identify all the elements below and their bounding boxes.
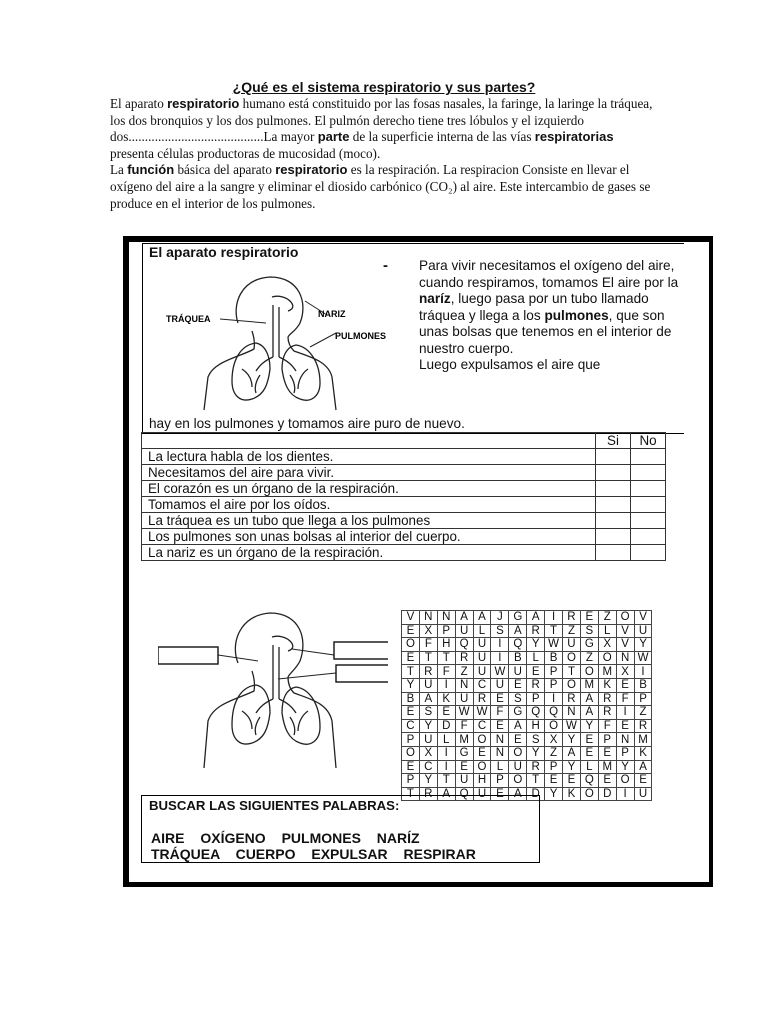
word-search-letter[interactable]: B	[634, 678, 652, 692]
word-search-letter[interactable]: K	[437, 692, 455, 706]
intro-p2-a: La	[110, 162, 128, 178]
word-search-letter[interactable]: I	[545, 692, 563, 706]
reading-text	[419, 258, 689, 374]
quiz-row	[142, 465, 666, 481]
quiz-row	[142, 449, 666, 465]
quiz-question: Tomamos el aire por los oídos.	[142, 497, 596, 513]
word-search-letter[interactable]: Y	[563, 760, 581, 774]
word-search-letter[interactable]: O	[563, 678, 581, 692]
word-search-letter[interactable]: Y	[616, 760, 634, 774]
word-search-letter[interactable]: H	[437, 638, 455, 652]
word-search-letter[interactable]: R	[419, 665, 437, 679]
word-search-letter[interactable]: E	[580, 733, 598, 747]
word-search-letter[interactable]: M	[455, 733, 473, 747]
left-lung	[232, 685, 270, 744]
word-search-letter[interactable]: T	[402, 665, 420, 679]
quiz-answer-no[interactable]	[631, 481, 666, 497]
quiz-header-si: Si	[596, 433, 631, 449]
word-search-letter[interactable]: X	[419, 624, 437, 638]
quiz-answer-si[interactable]	[596, 545, 631, 561]
word-search-letter[interactable]: X	[616, 665, 634, 679]
bronchi	[256, 699, 296, 713]
intro-p2-d: respiratorio	[275, 162, 348, 178]
word-search-letter[interactable]: E	[509, 733, 527, 747]
word-search-letter[interactable]: E	[580, 746, 598, 760]
words-row-2: TRÁQUEA CUERPO EXPULSAR RESPIRAR	[151, 846, 476, 862]
word-search-letter[interactable]: E	[402, 624, 420, 638]
word-search-letter[interactable]: O	[598, 651, 616, 665]
word-search-letter[interactable]: F	[616, 692, 634, 706]
word-search-letter[interactable]: A	[509, 787, 527, 801]
word-search-row	[402, 746, 652, 760]
quiz-question: Necesitamos del aire para vivir.	[142, 465, 596, 481]
words-row-1: AIRE OXÍGENO PULMONES NARÍZ	[151, 830, 420, 846]
blank-label-box-right-top[interactable]	[334, 642, 388, 659]
word-search-letter[interactable]: Y	[402, 678, 420, 692]
word-search-letter[interactable]: O	[563, 651, 581, 665]
word-search-letter[interactable]: U	[473, 787, 491, 801]
left-lung	[232, 343, 270, 400]
word-search-letter[interactable]: M	[580, 678, 598, 692]
quiz-question: La tráquea es un tubo que llega a los pulmones	[142, 513, 596, 529]
word-search-letter[interactable]: P	[491, 774, 509, 788]
intro-p1-e: de la superficie interna de las vías	[349, 129, 535, 145]
word-search-letter[interactable]: V	[634, 611, 652, 625]
word-search-letter[interactable]: Z	[598, 611, 616, 625]
word-search-letter[interactable]: A	[527, 611, 545, 625]
word-search-letter[interactable]: U	[473, 651, 491, 665]
word-search-letter[interactable]: N	[419, 611, 437, 625]
respiratory-diagram-blank	[158, 603, 388, 773]
word-search-letter[interactable]: U	[509, 665, 527, 679]
word-search-row	[402, 706, 652, 720]
word-search-letter[interactable]: T	[437, 774, 455, 788]
word-search-letter[interactable]: W	[563, 719, 581, 733]
intro-p2-b: función	[127, 162, 175, 178]
blank-label-box-right-bottom[interactable]	[336, 665, 388, 682]
word-search-letter[interactable]: O	[509, 746, 527, 760]
word-search-letter[interactable]: I	[437, 678, 455, 692]
word-search-letter[interactable]: C	[473, 678, 491, 692]
word-search-letter[interactable]: E	[616, 719, 634, 733]
word-search-letter[interactable]: T	[402, 787, 420, 801]
word-search-letter[interactable]: E	[580, 611, 598, 625]
word-search-letter[interactable]: B	[545, 651, 563, 665]
word-search-letter[interactable]: A	[473, 611, 491, 625]
word-search-letter[interactable]: X	[419, 746, 437, 760]
word-search-letter[interactable]: U	[473, 665, 491, 679]
word-search-letter[interactable]: M	[598, 665, 616, 679]
word-search-letter[interactable]: P	[634, 692, 652, 706]
word-search-letter[interactable]: O	[545, 719, 563, 733]
word-search-letter[interactable]: N	[616, 733, 634, 747]
word-search-letter[interactable]: L	[491, 760, 509, 774]
reading-text-c: , luego pasa por un tubo llamado tráquea y llega a los	[419, 291, 649, 323]
word-search-row	[402, 611, 652, 625]
word-search-letter[interactable]: E	[634, 774, 652, 788]
nasal-cavity	[272, 636, 293, 651]
word-search-letter[interactable]: Y	[634, 638, 652, 652]
word-search-letter[interactable]: Y	[419, 774, 437, 788]
word-search-letter[interactable]: C	[419, 760, 437, 774]
word-search-letter[interactable]: Y	[580, 719, 598, 733]
word-search-letter[interactable]: G	[455, 746, 473, 760]
word-search-letter[interactable]: I	[616, 706, 634, 720]
word-search-row	[402, 678, 652, 692]
word-search-letter[interactable]: I	[634, 665, 652, 679]
word-search-letter[interactable]: X	[545, 733, 563, 747]
word-search-letter[interactable]: P	[545, 678, 563, 692]
word-search-letter[interactable]: N	[563, 706, 581, 720]
word-search-letter[interactable]: O	[509, 774, 527, 788]
word-search-letter[interactable]: E	[491, 787, 509, 801]
label-nariz: NARIZ	[318, 309, 346, 319]
word-search-letter[interactable]: K	[634, 746, 652, 760]
word-search-letter[interactable]: A	[580, 706, 598, 720]
word-search-letter[interactable]: I	[437, 760, 455, 774]
word-search-letter[interactable]: B	[402, 692, 420, 706]
word-search-row	[402, 760, 652, 774]
intro-p1-g: presenta células productoras de mucosidad (moco).	[110, 145, 381, 161]
word-search-letter[interactable]: A	[455, 611, 473, 625]
nasal-cavity	[272, 296, 293, 311]
word-search-letter[interactable]: G	[509, 706, 527, 720]
word-search-letter[interactable]: Q	[509, 638, 527, 652]
respiratory-diagram	[160, 265, 390, 415]
word-search-row	[402, 719, 652, 733]
reading-text-b: naríz	[419, 291, 451, 306]
word-search-letter[interactable]: I	[437, 746, 455, 760]
word-search-letter[interactable]: V	[402, 611, 420, 625]
reading-last-line: hay en los pulmones y tomamos aire puro de nuevo.	[149, 416, 465, 431]
word-search-letter[interactable]: E	[545, 774, 563, 788]
word-search-letter[interactable]: W	[473, 706, 491, 720]
quiz-question: La lectura habla de los dientes.	[142, 449, 596, 465]
quiz-question: El corazón es un órgano de la respiración.	[142, 481, 596, 497]
word-search-letter[interactable]: L	[473, 624, 491, 638]
word-search-letter[interactable]: S	[527, 733, 545, 747]
word-search-letter[interactable]: S	[491, 624, 509, 638]
word-search-letter[interactable]: D	[527, 787, 545, 801]
intro-p1-d: parte	[317, 129, 350, 145]
word-search-letter[interactable]: S	[580, 624, 598, 638]
word-search-letter[interactable]: U	[634, 624, 652, 638]
word-search-letter[interactable]: Y	[527, 746, 545, 760]
lung-branches	[242, 369, 308, 393]
word-search-letter[interactable]: U	[473, 638, 491, 652]
word-search-letter[interactable]: E	[455, 760, 473, 774]
quiz-answer-si[interactable]	[596, 497, 631, 513]
word-search-letter[interactable]: R	[563, 611, 581, 625]
word-search-letter[interactable]: R	[473, 692, 491, 706]
quiz-answer-si[interactable]	[596, 465, 631, 481]
word-search-letter[interactable]: R	[527, 624, 545, 638]
word-search-letter[interactable]: U	[563, 638, 581, 652]
word-search-letter[interactable]: E	[527, 665, 545, 679]
word-search-letter[interactable]: O	[616, 774, 634, 788]
word-search-letter[interactable]: S	[419, 706, 437, 720]
word-search-letter[interactable]: P	[402, 774, 420, 788]
word-search-letter[interactable]: P	[545, 665, 563, 679]
word-search-letter[interactable]: Z	[563, 624, 581, 638]
word-search-letter[interactable]: Q	[527, 706, 545, 720]
word-search-letter[interactable]: O	[473, 760, 491, 774]
word-search-letter[interactable]: L	[580, 760, 598, 774]
word-search-letter[interactable]: N	[616, 651, 634, 665]
label-traquea: TRÁQUEA	[166, 314, 211, 324]
word-search-letter[interactable]: G	[580, 638, 598, 652]
word-search-letter[interactable]: R	[527, 760, 545, 774]
word-search-letter[interactable]: W	[634, 651, 652, 665]
intro-p2-c: básica del aparato	[174, 162, 276, 178]
word-search-letter[interactable]: Q	[455, 638, 473, 652]
word-search-letter[interactable]: P	[402, 733, 420, 747]
word-search-letter[interactable]: A	[634, 760, 652, 774]
word-search-row	[402, 692, 652, 706]
word-search-letter[interactable]: K	[598, 678, 616, 692]
word-search-letter[interactable]: L	[437, 733, 455, 747]
intro-p2-e: es la respiración. La respiracion Consiste en llevar el oxígeno del aire a la sangre y eliminar el diosido carbónico (CO₂) al aire. Este intercambio de gases se produce en el interior de los pulmones.	[110, 162, 651, 211]
reading-text-f: Luego expulsamos el aire que	[419, 357, 601, 372]
word-search-letter[interactable]: R	[455, 651, 473, 665]
word-search-grid	[401, 610, 652, 801]
reading-text-e: , que son unas bolsas que tenemos en el interior de nuestro cuerpo.	[419, 307, 672, 356]
word-search-letter[interactable]: E	[509, 678, 527, 692]
word-search-letter[interactable]: H	[527, 719, 545, 733]
right-shoulder	[288, 677, 336, 768]
word-search-row	[402, 774, 652, 788]
word-search-letter[interactable]: F	[455, 719, 473, 733]
word-search-letter[interactable]: Y	[527, 638, 545, 652]
word-search-letter[interactable]: D	[437, 719, 455, 733]
word-search-letter[interactable]: Q	[580, 774, 598, 788]
word-search-letter[interactable]: J	[491, 611, 509, 625]
reading-text-d: pulmones	[544, 307, 609, 323]
word-search-row	[402, 665, 652, 679]
word-search-letter[interactable]: E	[616, 678, 634, 692]
word-search-row	[402, 651, 652, 665]
word-search-letter[interactable]: Y	[545, 787, 563, 801]
word-search-letter[interactable]: T	[563, 665, 581, 679]
quiz-answer-no[interactable]	[631, 529, 666, 545]
word-search-letter[interactable]: W	[455, 706, 473, 720]
word-search-letter[interactable]: F	[437, 665, 455, 679]
word-search-letter[interactable]: A	[509, 624, 527, 638]
word-search-letter[interactable]: O	[402, 638, 420, 652]
word-search-letter[interactable]: R	[563, 692, 581, 706]
word-search-letter[interactable]: U	[491, 678, 509, 692]
word-search-letter[interactable]: E	[402, 706, 420, 720]
blank-label-box-left[interactable]	[158, 647, 218, 664]
word-search-letter[interactable]: X	[598, 638, 616, 652]
quiz-row	[142, 481, 666, 497]
word-search-letter[interactable]: U	[634, 787, 652, 801]
word-search-letter[interactable]: A	[580, 692, 598, 706]
left-shoulder	[204, 331, 254, 410]
word-search-letter[interactable]: F	[491, 706, 509, 720]
word-search-letter[interactable]: V	[616, 638, 634, 652]
label-lines	[220, 301, 336, 347]
word-search-letter[interactable]: E	[473, 746, 491, 760]
quiz-table	[141, 432, 666, 561]
intro-p1-f: respiratorias	[534, 129, 614, 145]
word-search-letter[interactable]: I	[616, 787, 634, 801]
word-search-letter[interactable]: Q	[455, 787, 473, 801]
word-search-letter[interactable]: U	[455, 624, 473, 638]
word-search-letter[interactable]: V	[616, 624, 634, 638]
intro-p1-b: respiratorio	[167, 96, 240, 111]
word-search-letter[interactable]: T	[527, 774, 545, 788]
quiz-header-row	[142, 433, 666, 449]
reading-text-a: Para vivir necesitamos el oxígeno del aire, cuando respiramos, tomamos El aire por la	[419, 258, 679, 290]
intro-p1-a: El aparato	[110, 96, 168, 111]
word-search-letter[interactable]: N	[455, 678, 473, 692]
word-search-letter[interactable]: N	[491, 746, 509, 760]
trachea	[273, 305, 279, 357]
quiz-row	[142, 497, 666, 513]
word-search-letter[interactable]: M	[634, 733, 652, 747]
reading-title: El aparato respiratorio	[149, 244, 299, 260]
word-search-letter[interactable]: F	[419, 638, 437, 652]
reading-dash: -	[383, 257, 388, 274]
word-search-letter[interactable]: U	[509, 760, 527, 774]
word-search-letter[interactable]: I	[545, 611, 563, 625]
word-search-letter[interactable]: L	[527, 651, 545, 665]
word-search-letter[interactable]: Z	[580, 651, 598, 665]
word-search-letter[interactable]: W	[491, 665, 509, 679]
word-search-letter[interactable]: E	[491, 692, 509, 706]
word-search-letter[interactable]: Q	[545, 706, 563, 720]
word-search-letter[interactable]: U	[455, 692, 473, 706]
label-pulmones: PULMONES	[335, 331, 387, 341]
word-search-letter[interactable]: G	[509, 611, 527, 625]
word-search-letter[interactable]: F	[598, 719, 616, 733]
word-search-letter[interactable]: P	[437, 624, 455, 638]
quiz-answer-no[interactable]	[631, 449, 666, 465]
word-search-letter[interactable]: E	[598, 774, 616, 788]
word-search-letter[interactable]: A	[563, 746, 581, 760]
word-search-letter[interactable]: R	[419, 787, 437, 801]
word-search-letter[interactable]: N	[437, 611, 455, 625]
quiz-answer-si[interactable]	[596, 481, 631, 497]
quiz-answer-no[interactable]	[631, 545, 666, 561]
quiz-header-blank	[142, 433, 596, 449]
word-search-letter[interactable]: R	[634, 719, 652, 733]
word-search-row	[402, 624, 652, 638]
quiz-row	[142, 545, 666, 561]
word-search-letter[interactable]: W	[545, 638, 563, 652]
word-search-letter[interactable]: H	[473, 774, 491, 788]
word-search-letter[interactable]: U	[419, 678, 437, 692]
word-search-row	[402, 638, 652, 652]
word-search-letter[interactable]: E	[563, 774, 581, 788]
word-search-letter[interactable]: P	[527, 692, 545, 706]
word-search-letter[interactable]: I	[491, 651, 509, 665]
word-search-letter[interactable]: Y	[563, 733, 581, 747]
word-search-letter[interactable]: T	[545, 624, 563, 638]
word-search-letter[interactable]: L	[598, 624, 616, 638]
word-search-letter[interactable]: E	[491, 719, 509, 733]
quiz-answer-no[interactable]	[631, 513, 666, 529]
word-search-letter[interactable]: O	[580, 665, 598, 679]
word-search-letter[interactable]: U	[455, 774, 473, 788]
intro-p1-c: humano está constituido por las fosas nasales, la faringe, la laringe la tráquea, los dos bronquios y los dos pulmones. El pulmón derecho tiene tres lóbulos y el izquierdo dos.........................................La mayor	[110, 96, 653, 145]
quiz-question: La nariz es un órgano de la respiración.	[142, 545, 596, 561]
word-search-letter[interactable]: O	[580, 787, 598, 801]
word-search-letter[interactable]: S	[509, 692, 527, 706]
quiz-header-no: No	[631, 433, 666, 449]
quiz-question: Los pulmones son unas bolsas al interior del cuerpo.	[142, 529, 596, 545]
word-search-letter[interactable]: K	[563, 787, 581, 801]
word-search-letter[interactable]: Z	[634, 706, 652, 720]
left-shoulder	[204, 671, 254, 768]
word-search-letter[interactable]: R	[598, 692, 616, 706]
word-search-letter[interactable]: C	[402, 719, 420, 733]
quiz-row	[142, 513, 666, 529]
quiz-answer-si[interactable]	[596, 529, 631, 545]
word-search-letter[interactable]: E	[598, 746, 616, 760]
word-search-letter[interactable]: C	[473, 719, 491, 733]
word-search-letter[interactable]: R	[527, 678, 545, 692]
word-search-letter[interactable]: E	[437, 706, 455, 720]
word-search-letter[interactable]: A	[437, 787, 455, 801]
word-search-letter[interactable]: I	[491, 638, 509, 652]
quiz-answer-si[interactable]	[596, 449, 631, 465]
word-search-letter[interactable]: P	[545, 760, 563, 774]
bronchi	[256, 357, 296, 371]
word-search-letter[interactable]: A	[509, 719, 527, 733]
quiz-answer-si[interactable]	[596, 513, 631, 529]
word-search-letter[interactable]: O	[616, 611, 634, 625]
quiz-answer-no[interactable]	[631, 465, 666, 481]
word-search-letter[interactable]: P	[598, 733, 616, 747]
word-search-letter[interactable]: O	[473, 733, 491, 747]
word-search-letter[interactable]: T	[419, 651, 437, 665]
word-search-letter[interactable]: U	[419, 733, 437, 747]
lung-branches	[242, 711, 308, 735]
trachea	[273, 645, 279, 699]
page-heading: ¿Qué es el sistema respiratorio y sus partes?	[232, 79, 536, 95]
word-search-letter[interactable]: M	[598, 760, 616, 774]
word-search-letter[interactable]: P	[616, 746, 634, 760]
word-search-letter[interactable]: B	[509, 651, 527, 665]
word-search-letter[interactable]: A	[419, 692, 437, 706]
intro-text	[110, 96, 655, 212]
word-search-row	[402, 733, 652, 747]
quiz-answer-no[interactable]	[631, 497, 666, 513]
word-search-letter[interactable]: Z	[545, 746, 563, 760]
word-search-letter[interactable]: D	[598, 787, 616, 801]
word-search-letter[interactable]: N	[491, 733, 509, 747]
word-search-letter[interactable]: R	[598, 706, 616, 720]
word-search-letter[interactable]: Z	[455, 665, 473, 679]
word-search-letter[interactable]: Y	[419, 719, 437, 733]
word-search-letter[interactable]: E	[402, 651, 420, 665]
word-search-letter[interactable]: T	[437, 651, 455, 665]
quiz-row	[142, 529, 666, 545]
word-search-letter[interactable]: E	[402, 760, 420, 774]
word-search-letter[interactable]: O	[402, 746, 420, 760]
words-box-title: BUSCAR LAS SIGUIENTES PALABRAS:	[149, 798, 400, 813]
